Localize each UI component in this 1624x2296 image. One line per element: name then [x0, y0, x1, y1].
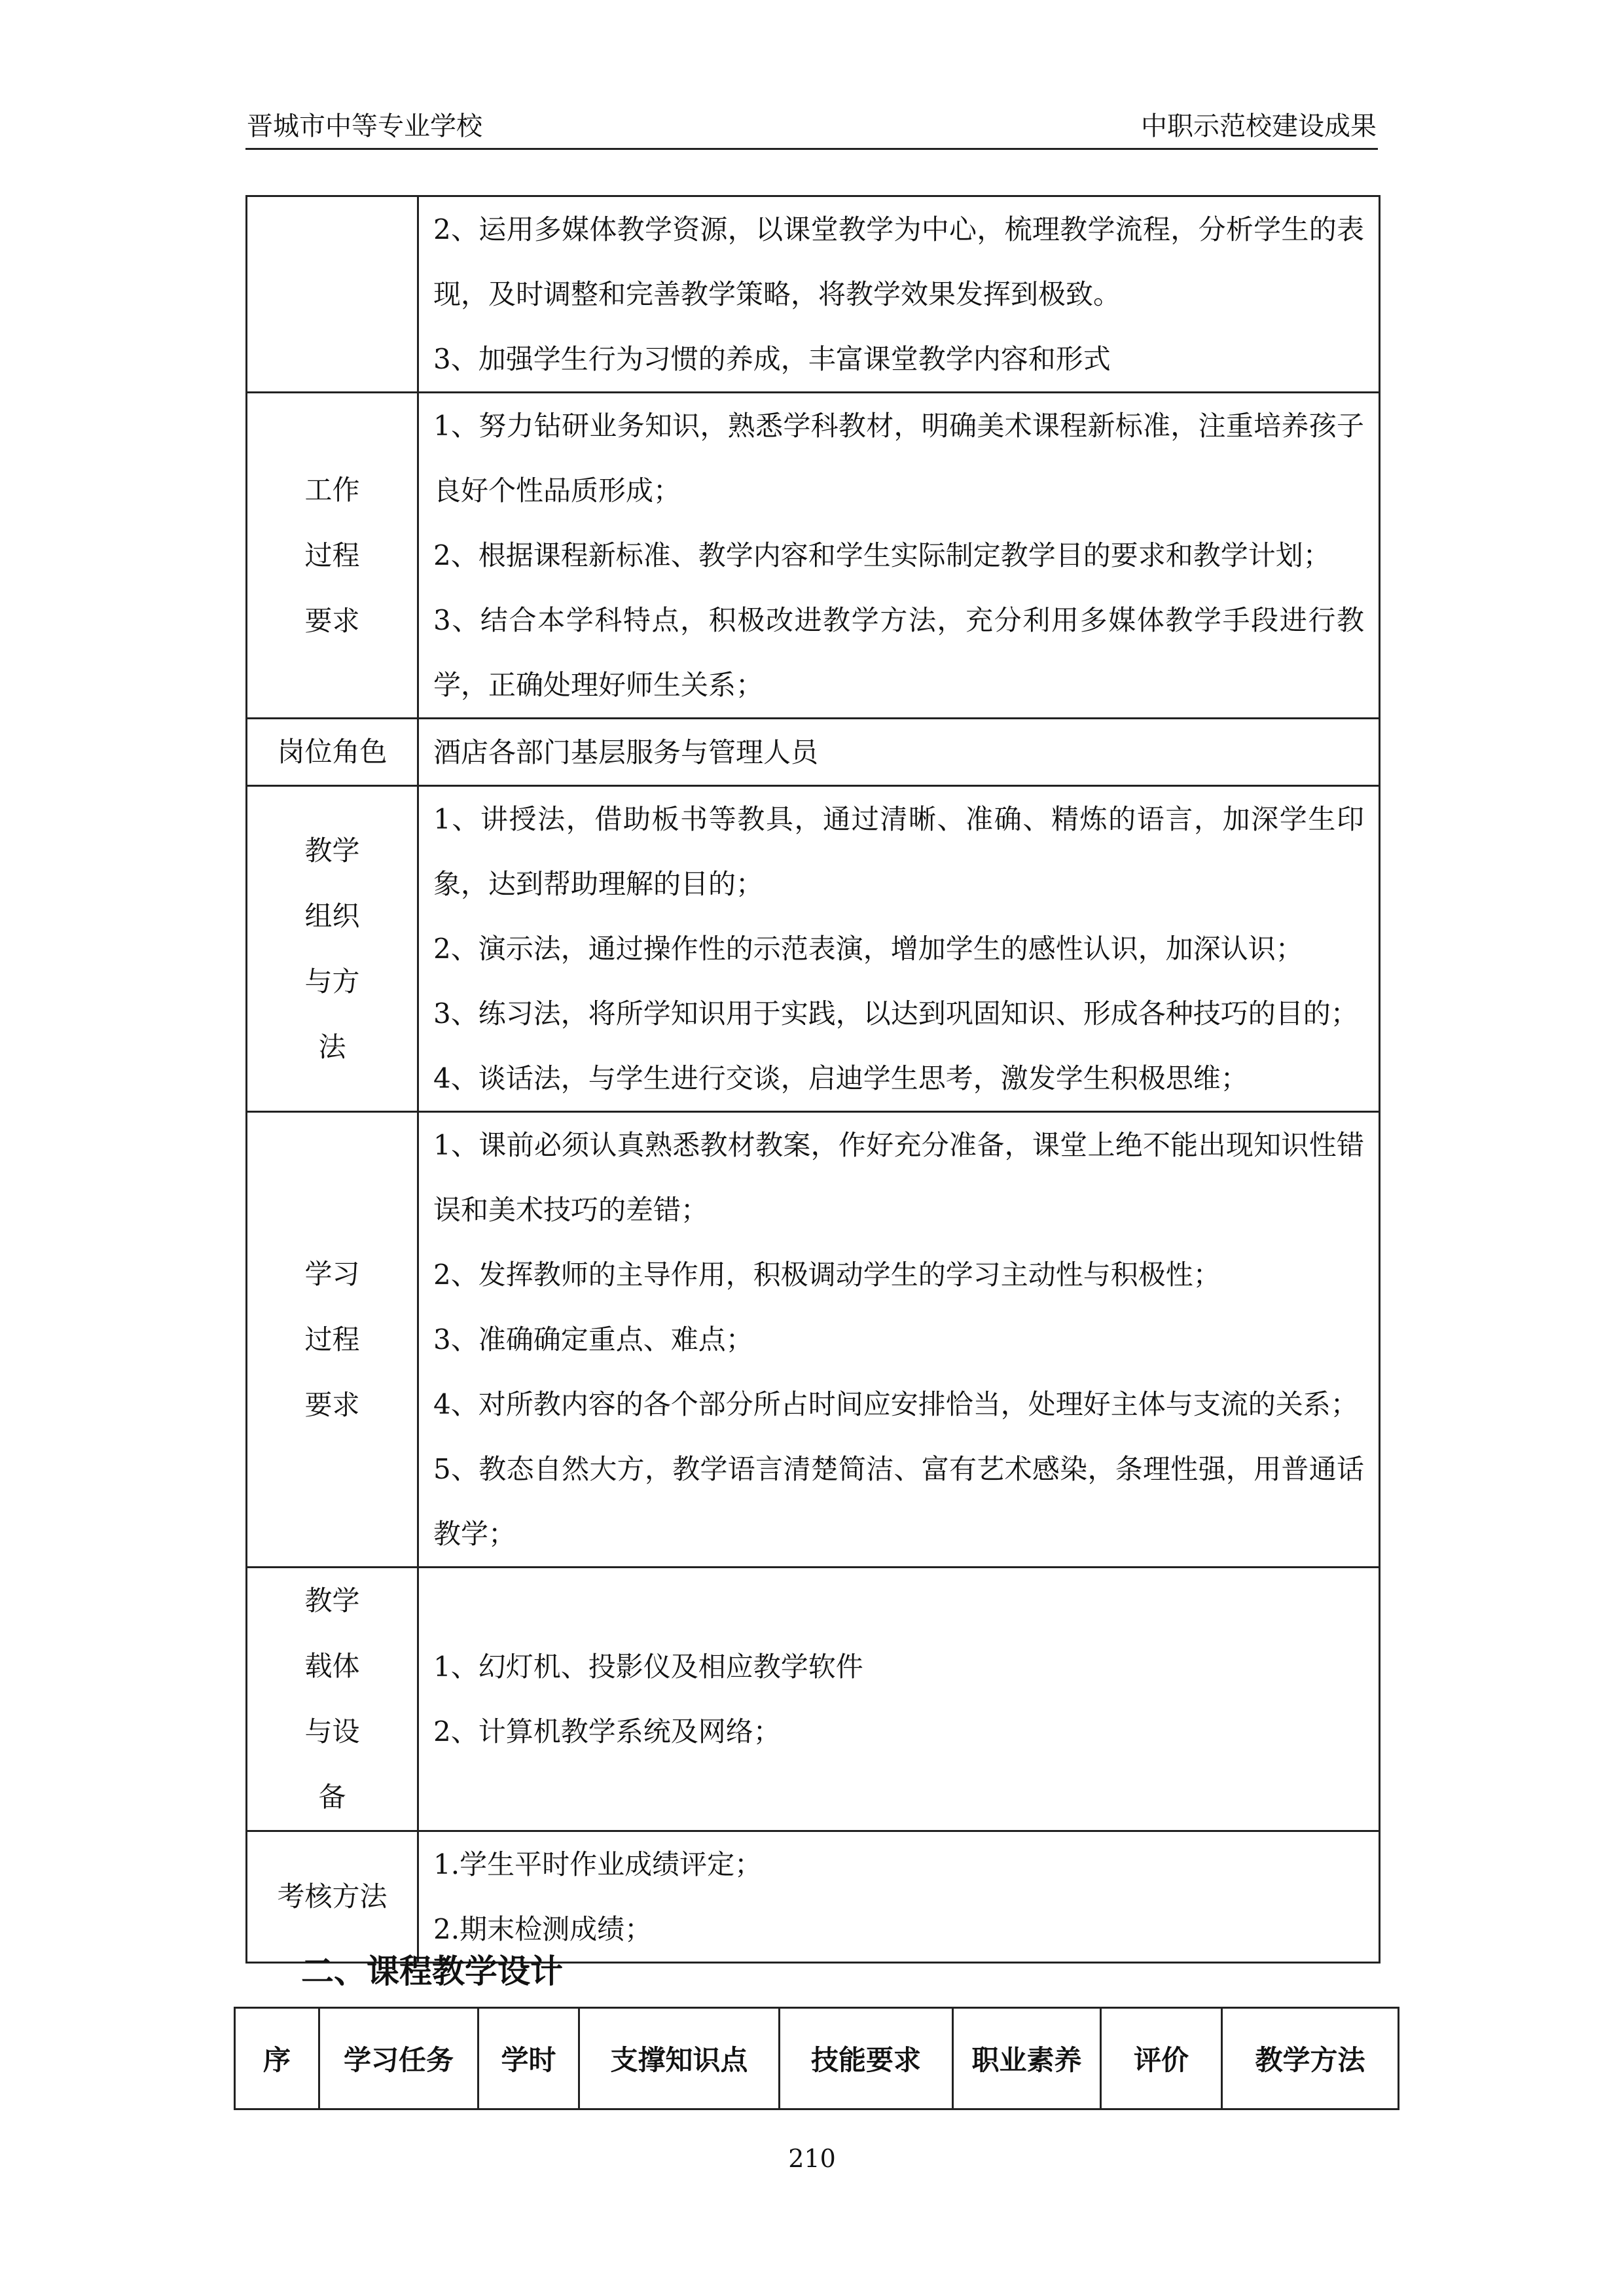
table-row — [247, 1831, 1380, 1963]
content-item: 1、讲授法，借助板书等教具，通过清晰、准确、精炼的语言，加深学生印象，达到帮助理解的目的； — [433, 803, 1364, 900]
row-label — [247, 393, 418, 719]
page-header — [245, 111, 1378, 150]
content-item: 2.期末检测成绩； — [433, 1913, 653, 1945]
row-label — [247, 1568, 418, 1831]
table-row — [247, 719, 1380, 786]
row-content — [418, 1112, 1380, 1568]
content-item: 1.学生平时作业成绩评定； — [433, 1848, 763, 1880]
content-item: 4、谈话法，与学生进行交谈，启迪学生思考，激发学生积极思维； — [433, 1062, 1248, 1094]
row-label — [247, 786, 418, 1112]
content-item: 4、对所教内容的各个部分所占时间应安排恰当，处理好主体与支流的关系； — [433, 1388, 1358, 1420]
content-item: 2、演示法，通过操作性的示范表演，增加学生的感性认识，加深认识； — [433, 933, 1303, 965]
row-label — [247, 1112, 418, 1568]
column-header: 技能要求 — [780, 2008, 953, 2109]
row-content — [418, 393, 1380, 719]
row-content — [418, 1568, 1380, 1831]
section-title: 二、课程教学设计 — [301, 1952, 563, 1990]
row-content — [418, 1831, 1380, 1963]
column-header: 教学方法 — [1222, 2008, 1399, 2109]
column-header: 序 — [235, 2008, 319, 2109]
row-content — [418, 786, 1380, 1112]
content-item: 3、加强学生行为习惯的养成，丰富课堂教学内容和形式 — [433, 343, 1111, 375]
content-item: 1、努力钻研业务知识，熟悉学科教材，明确美术课程新标准，注重培养孩子良好个性品质形成； — [433, 410, 1364, 507]
content-item: 2、计算机教学系统及网络； — [433, 1715, 781, 1748]
table-row — [247, 786, 1380, 1112]
column-header: 评价 — [1101, 2008, 1222, 2109]
row-content — [418, 719, 1380, 786]
column-header: 支撑知识点 — [579, 2008, 780, 2109]
row-label-text: 教学载体与设备 — [304, 1585, 360, 1813]
course-info-table — [245, 195, 1380, 1964]
page-number: 210 — [788, 2144, 836, 2173]
content-item: 2、发挥教师的主导作用，积极调动学生的学习主动性与积极性； — [433, 1259, 1221, 1291]
column-header: 学习任务 — [319, 2008, 478, 2109]
row-label-text: 教学组织与方法 — [304, 834, 360, 1063]
table-row — [247, 1112, 1380, 1568]
content-item: 5、教态自然大方，教学语言清楚简洁、富有艺术感染，条理性强，用普通话教学； — [433, 1453, 1364, 1550]
row-content — [418, 196, 1380, 393]
content-item: 2、运用多媒体教学资源，以课堂教学为中心，梳理教学流程，分析学生的表现，及时调整和完善教学策略，将教学效果发挥到极致。 — [433, 213, 1364, 310]
content-item: 2、根据课程新标准、教学内容和学生实际制定教学目的要求和教学计划； — [433, 539, 1331, 571]
content-item: 酒店各部门基层服务与管理人员 — [433, 736, 819, 768]
course-design-table — [234, 2007, 1399, 2110]
column-header: 学时 — [478, 2008, 579, 2109]
content-item: 3、准确确定重点、难点； — [433, 1323, 753, 1355]
header-school-name: 晋城市中等专业学校 — [247, 111, 482, 141]
column-header: 职业素养 — [953, 2008, 1101, 2109]
row-label-text: 工作过程要求 — [304, 473, 360, 637]
table-header-row — [235, 2008, 1399, 2109]
row-label — [247, 196, 418, 393]
header-project-title: 中职示范校建设成果 — [1141, 111, 1377, 141]
table-row — [247, 1568, 1380, 1831]
content-item: 1、课前必须认真熟悉教材教案，作好充分准备，课堂上绝不能出现知识性错误和美术技巧的差错； — [433, 1129, 1364, 1226]
table-row — [247, 196, 1380, 393]
row-label: 考核方法 — [247, 1831, 418, 1963]
row-label: 岗位角色 — [247, 719, 418, 786]
content-item: 3、练习法，将所学知识用于实践，以达到巩固知识、形成各种技巧的目的； — [433, 997, 1358, 1030]
content-item: 3、结合本学科特点，积极改进教学方法，充分利用多媒体教学手段进行教学，正确处理好师生关系； — [433, 604, 1364, 701]
table-row — [247, 393, 1380, 719]
row-label-text: 学习过程要求 — [304, 1257, 360, 1421]
content-item: 1、幻灯机、投影仪及相应教学软件 — [433, 1651, 863, 1683]
